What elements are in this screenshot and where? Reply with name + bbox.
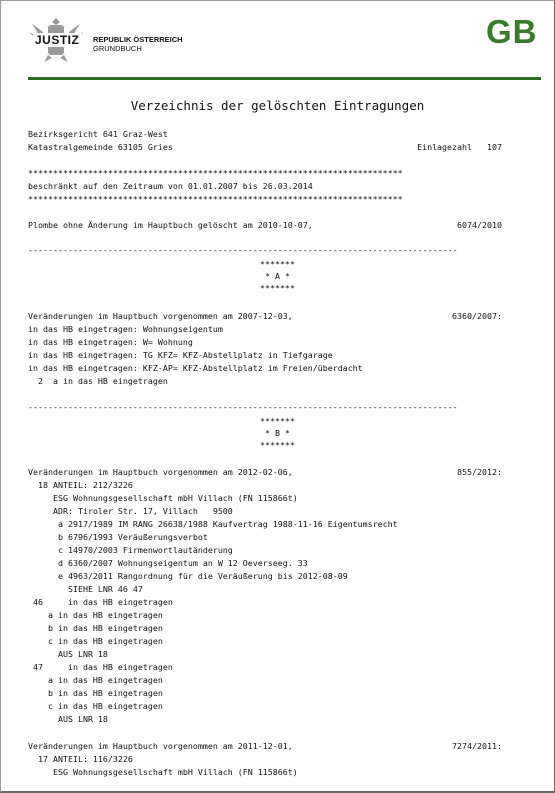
seal-ref: 6074/2010 [457,220,502,230]
list-item: 2 a in das HB eingetragen [28,376,168,386]
list-item: e 4963/2011 Rangordnung für die Veräußerung bis 2012-08-09 [28,571,348,581]
list-item: c in das HB eingetragen [28,701,163,711]
dash-separator: -------------------------------------------------------------------------------------- [28,245,458,255]
page-title: Verzeichnis der gelöschten Eintragungen [130,98,425,113]
list-item: 46 in das HB eingetragen [28,597,173,607]
section-a-head: Veränderungen im Hauptbuch vorgenommen am 2007-12-03, [28,311,293,321]
dash-separator: -------------------------------------------------------------------------------------- [28,402,458,412]
section-b-ref-1: 855/2012: [457,467,502,477]
list-item: 47 in das HB eingetragen [28,662,173,672]
section-b-ref-2: 7274/2011: [452,741,502,751]
list-item: a 2917/1989 IM RANG 26638/1988 Kaufvertrag 1988-11-16 Eigentumsrecht [28,519,398,529]
list-item: ESG Wohnungsgesellschaft mbH Villach (FN 115866t) [28,767,298,777]
list-item: in das HB eingetragen: W= Wohnung [28,337,193,347]
list-item: in das HB eingetragen: Wohnungseigentum [28,324,223,334]
section-b-head-1: Veränderungen im Hauptbuch vorgenommen am 2012-02-06, [28,467,293,477]
list-item: c in das HB eingetragen [28,636,163,646]
cadastral-line: Katastralgemeinde 63105 Gries [28,142,173,152]
section-b-head-2: Veränderungen im Hauptbuch vorgenommen am 2011-12-01, [28,741,293,751]
justiz-logo-text: JUSTIZ [35,33,80,47]
star-separator: *************************************************************************** [28,168,403,178]
einlage-number: Einlagezahl 107 [417,142,502,152]
section-stars: ******* [260,416,295,426]
section-stars: ******* [260,440,295,450]
section-stars: ******* [260,259,295,269]
list-item: c 14970/2003 Firmenwortlautänderung [28,545,233,555]
gb-badge: GB [486,13,538,50]
seal-line: Plombe ohne Änderung im Hauptbuch gelöscht am 2010-10-07, [28,220,313,230]
date-range: beschränkt auf den Zeitraum von 01.01.2007 bis 26.03.2014 [28,181,313,191]
list-item: a in das HB eingetragen [28,610,163,620]
list-item: SIEHE LNR 46 47 [28,584,143,594]
list-item: in das HB eingetragen: KFZ-AP= KFZ-Abstellplatz im Freien/überdacht [28,363,363,373]
list-item: AUS LNR 18 [28,714,108,724]
list-item: b in das HB eingetragen [28,623,163,633]
list-item: a in das HB eingetragen [28,675,163,685]
section-a-label: * A * [265,271,290,281]
list-item: b in das HB eingetragen [28,688,163,698]
court-line: Bezirksgericht 641 Graz-West [28,129,168,139]
list-item: d 6360/2007 Wohnungseigentum an W 12 Oeverseeg. 33 [28,558,308,568]
section-b-label: * B * [265,428,290,438]
page-header [0,0,555,82]
list-item: AUS LNR 18 [28,649,108,659]
list-item: 17 ANTEIL: 116/3226 [28,754,133,764]
list-item: in das HB eingetragen: TG KFZ= KFZ-Abstellplatz in Tiefgarage [28,350,333,360]
star-separator: *************************************************************************** [28,194,403,204]
list-item: 18 ANTEIL: 212/3226 [28,480,133,490]
republic-label: REPUBLIK ÖSTERREICH [93,35,183,44]
section-stars: ******* [260,283,295,293]
list-item: ESG Wohnungsgesellschaft mbH Villach (FN 115866t) [28,493,298,503]
header-divider [28,77,541,80]
section-a-ref: 6360/2007: [452,311,502,321]
list-item: ADR: Tiroler Str. 17, Villach 9500 [28,506,233,516]
registry-label: GRUNDBUCH [93,44,142,53]
list-item: b 6796/1993 Veräußerungsverbot [28,532,208,542]
